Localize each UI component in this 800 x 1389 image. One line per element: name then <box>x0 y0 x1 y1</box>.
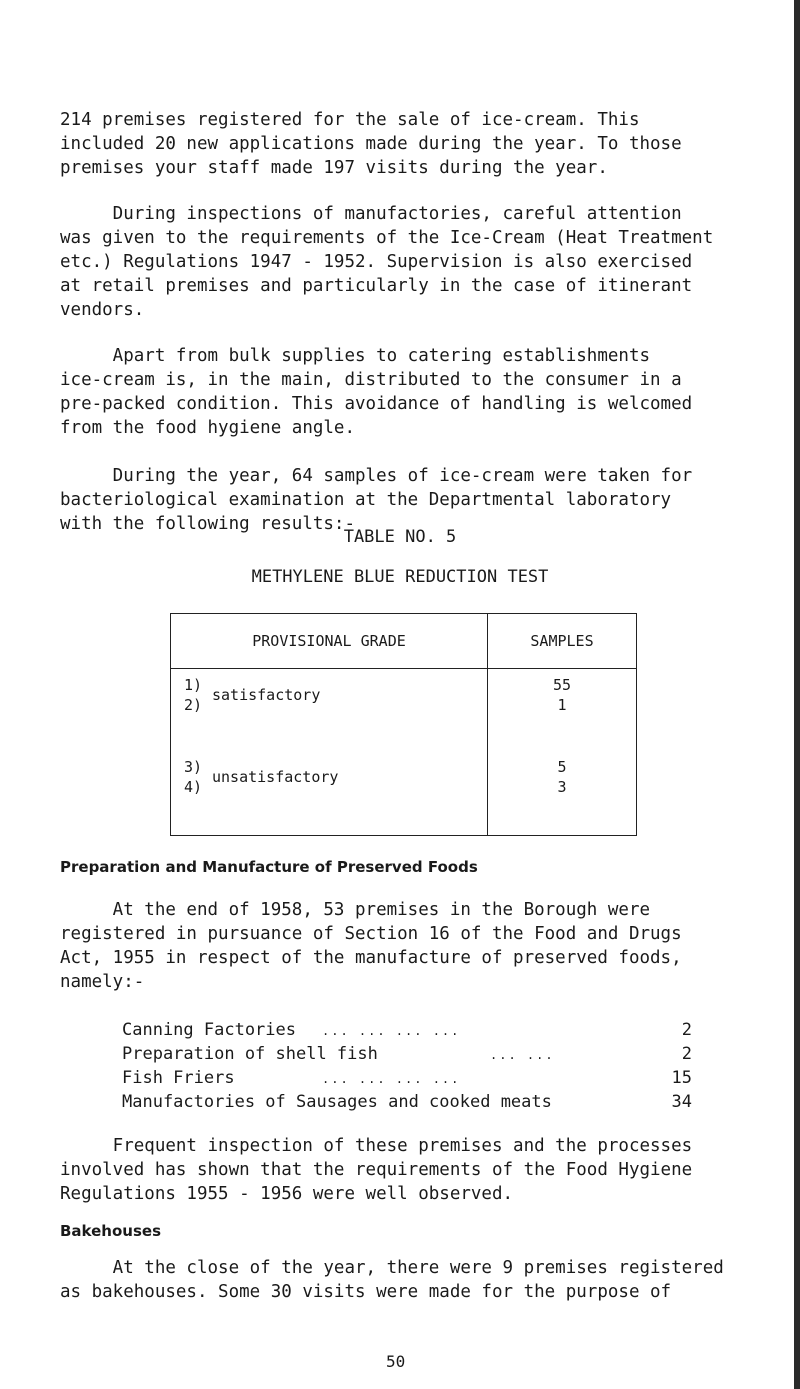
item-label: Preparation of shell fish <box>122 1044 378 1064</box>
page-number: 50 <box>386 1352 406 1371</box>
grade-number: 3) <box>184 758 203 776</box>
leader-dots: ... ... ... ... <box>322 1072 461 1086</box>
grade-number: 4) <box>184 778 203 796</box>
grade-number: 1) <box>184 676 203 694</box>
paragraph-preserved-intro: At the end of 1958, 53 premises in the Borough were registered in pursuance of Section 16 of the Food and Drugs Act, 1955 in respect of the manufacture of preserved foods, namely:- <box>60 900 682 992</box>
sample-count: 3 <box>557 778 567 796</box>
paragraph-bakehouses: At the close of the year, there were 9 premises registered as bakehouses. Some 30 visits were made for the purpose of <box>60 1258 724 1302</box>
table-number: TABLE NO. 5 <box>343 527 457 547</box>
item-label: Fish Friers <box>122 1068 235 1088</box>
column-header-grade: PROVISIONAL GRADE <box>171 614 488 669</box>
paragraph-samples: During the year, 64 samples of ice-cream were taken for bacteriological examination at the Departmental laboratory with the following results:- <box>60 466 693 534</box>
heading-bakehouses: Bakehouses <box>60 1222 161 1240</box>
list-item <box>122 1044 692 1066</box>
sample-count: 5 <box>557 758 567 776</box>
paragraph-preserved-outro: Frequent inspection of these premises and the processes involved has shown that the requirements of the Food Hygiene Regulations 1955 - 1956 were well observed. <box>60 1136 693 1204</box>
list-item <box>122 1068 692 1090</box>
item-count: 2 <box>681 1044 692 1064</box>
item-label: Canning Factories <box>122 1020 296 1040</box>
list-item <box>122 1020 692 1042</box>
leader-dots: ... ... <box>490 1048 555 1062</box>
grade-label: unsatisfactory <box>212 768 339 786</box>
paragraph-ice-cream-premises: 214 premises registered for the sale of ice-cream. This included 20 new applications made during the year. To those premises your staff made 197 visits during the year. <box>60 110 682 178</box>
sample-count: 55 <box>552 676 572 694</box>
item-count: 34 <box>671 1092 692 1112</box>
scan-edge <box>794 0 800 1389</box>
grade-label: satisfactory <box>212 686 321 704</box>
item-count: 15 <box>671 1068 692 1088</box>
column-header-samples: SAMPLES <box>488 614 637 669</box>
grade-number: 2) <box>184 696 203 714</box>
paragraph-manufactories-inspection: During inspections of manufactories, careful attention was given to the requirements of the Ice-Cream (Heat Treatment etc.) Regulations 1947 - 1952. Supervision is also exercised at retail premises and particularly in the case of itinerant vendors. <box>60 204 714 320</box>
list-item <box>122 1092 692 1114</box>
table-title: METHYLENE BLUE REDUCTION TEST <box>251 567 549 587</box>
samples-cell <box>488 669 637 836</box>
methylene-blue-table <box>170 613 637 836</box>
item-label: Manufactories of Sausages and cooked meats <box>122 1092 552 1112</box>
grade-cell <box>171 669 488 836</box>
sample-count: 1 <box>557 696 567 714</box>
leader-dots: ... ... ... ... <box>322 1024 461 1038</box>
item-count: 2 <box>681 1020 692 1040</box>
heading-preserved-foods: Preparation and Manufacture of Preserved Foods <box>60 858 478 876</box>
paragraph-pre-packed: Apart from bulk supplies to catering establishments ice-cream is, in the main, distributed to the consumer in a pre-packed condition. This avoidance of handling is welcomed from the food hygiene angle. <box>60 346 693 438</box>
